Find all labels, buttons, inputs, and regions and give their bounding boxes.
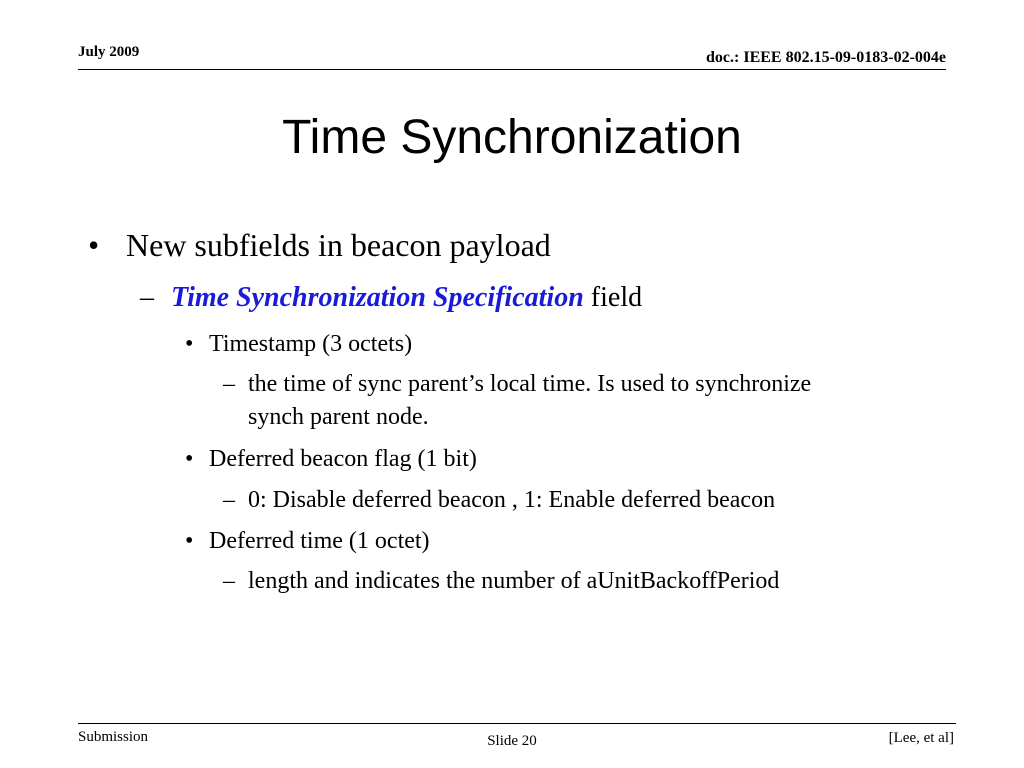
slide-title: Time Synchronization	[282, 111, 742, 164]
header-doc-id: doc.: IEEE 802.15-09-0183-02-004e	[706, 49, 946, 66]
dash-marker: –	[223, 371, 235, 397]
bullet-text: Deferred beacon flag (1 bit)	[209, 446, 477, 472]
dash-marker: –	[223, 487, 235, 513]
detail-line-2: synch parent node.	[248, 404, 429, 430]
detail-line-1: the time of sync parent’s local time. Is used to synchronize	[248, 371, 812, 397]
header-divider	[78, 69, 946, 70]
header-date: July 2009	[78, 44, 140, 60]
sub-bullet-content	[171, 281, 642, 315]
footer-authors: [Lee, et al]	[888, 730, 954, 746]
dash-marker: –	[140, 282, 154, 313]
bullet-marker: •	[88, 227, 100, 263]
dash-marker: –	[223, 568, 235, 594]
footer-submission: Submission	[78, 729, 149, 745]
field-suffix: field	[583, 282, 643, 313]
footer-divider	[78, 723, 956, 724]
bullet-text: Timestamp (3 octets)	[209, 331, 413, 357]
footer-slide-number: Slide 20	[487, 733, 537, 749]
field-name-emphasis: Time Synchronization Specification	[171, 282, 584, 313]
bullet-marker: •	[185, 331, 194, 357]
bullet-text: Deferred time (1 octet)	[209, 528, 430, 554]
detail-text: 0: Disable deferred beacon , 1: Enable deferred beacon	[248, 487, 776, 513]
detail-text: length and indicates the number of aUnitBackoffPeriod	[248, 568, 780, 594]
bullet-marker: •	[185, 446, 194, 472]
bullet-text: New subfields in beacon payload	[126, 227, 551, 263]
bullet-marker: •	[185, 528, 194, 554]
